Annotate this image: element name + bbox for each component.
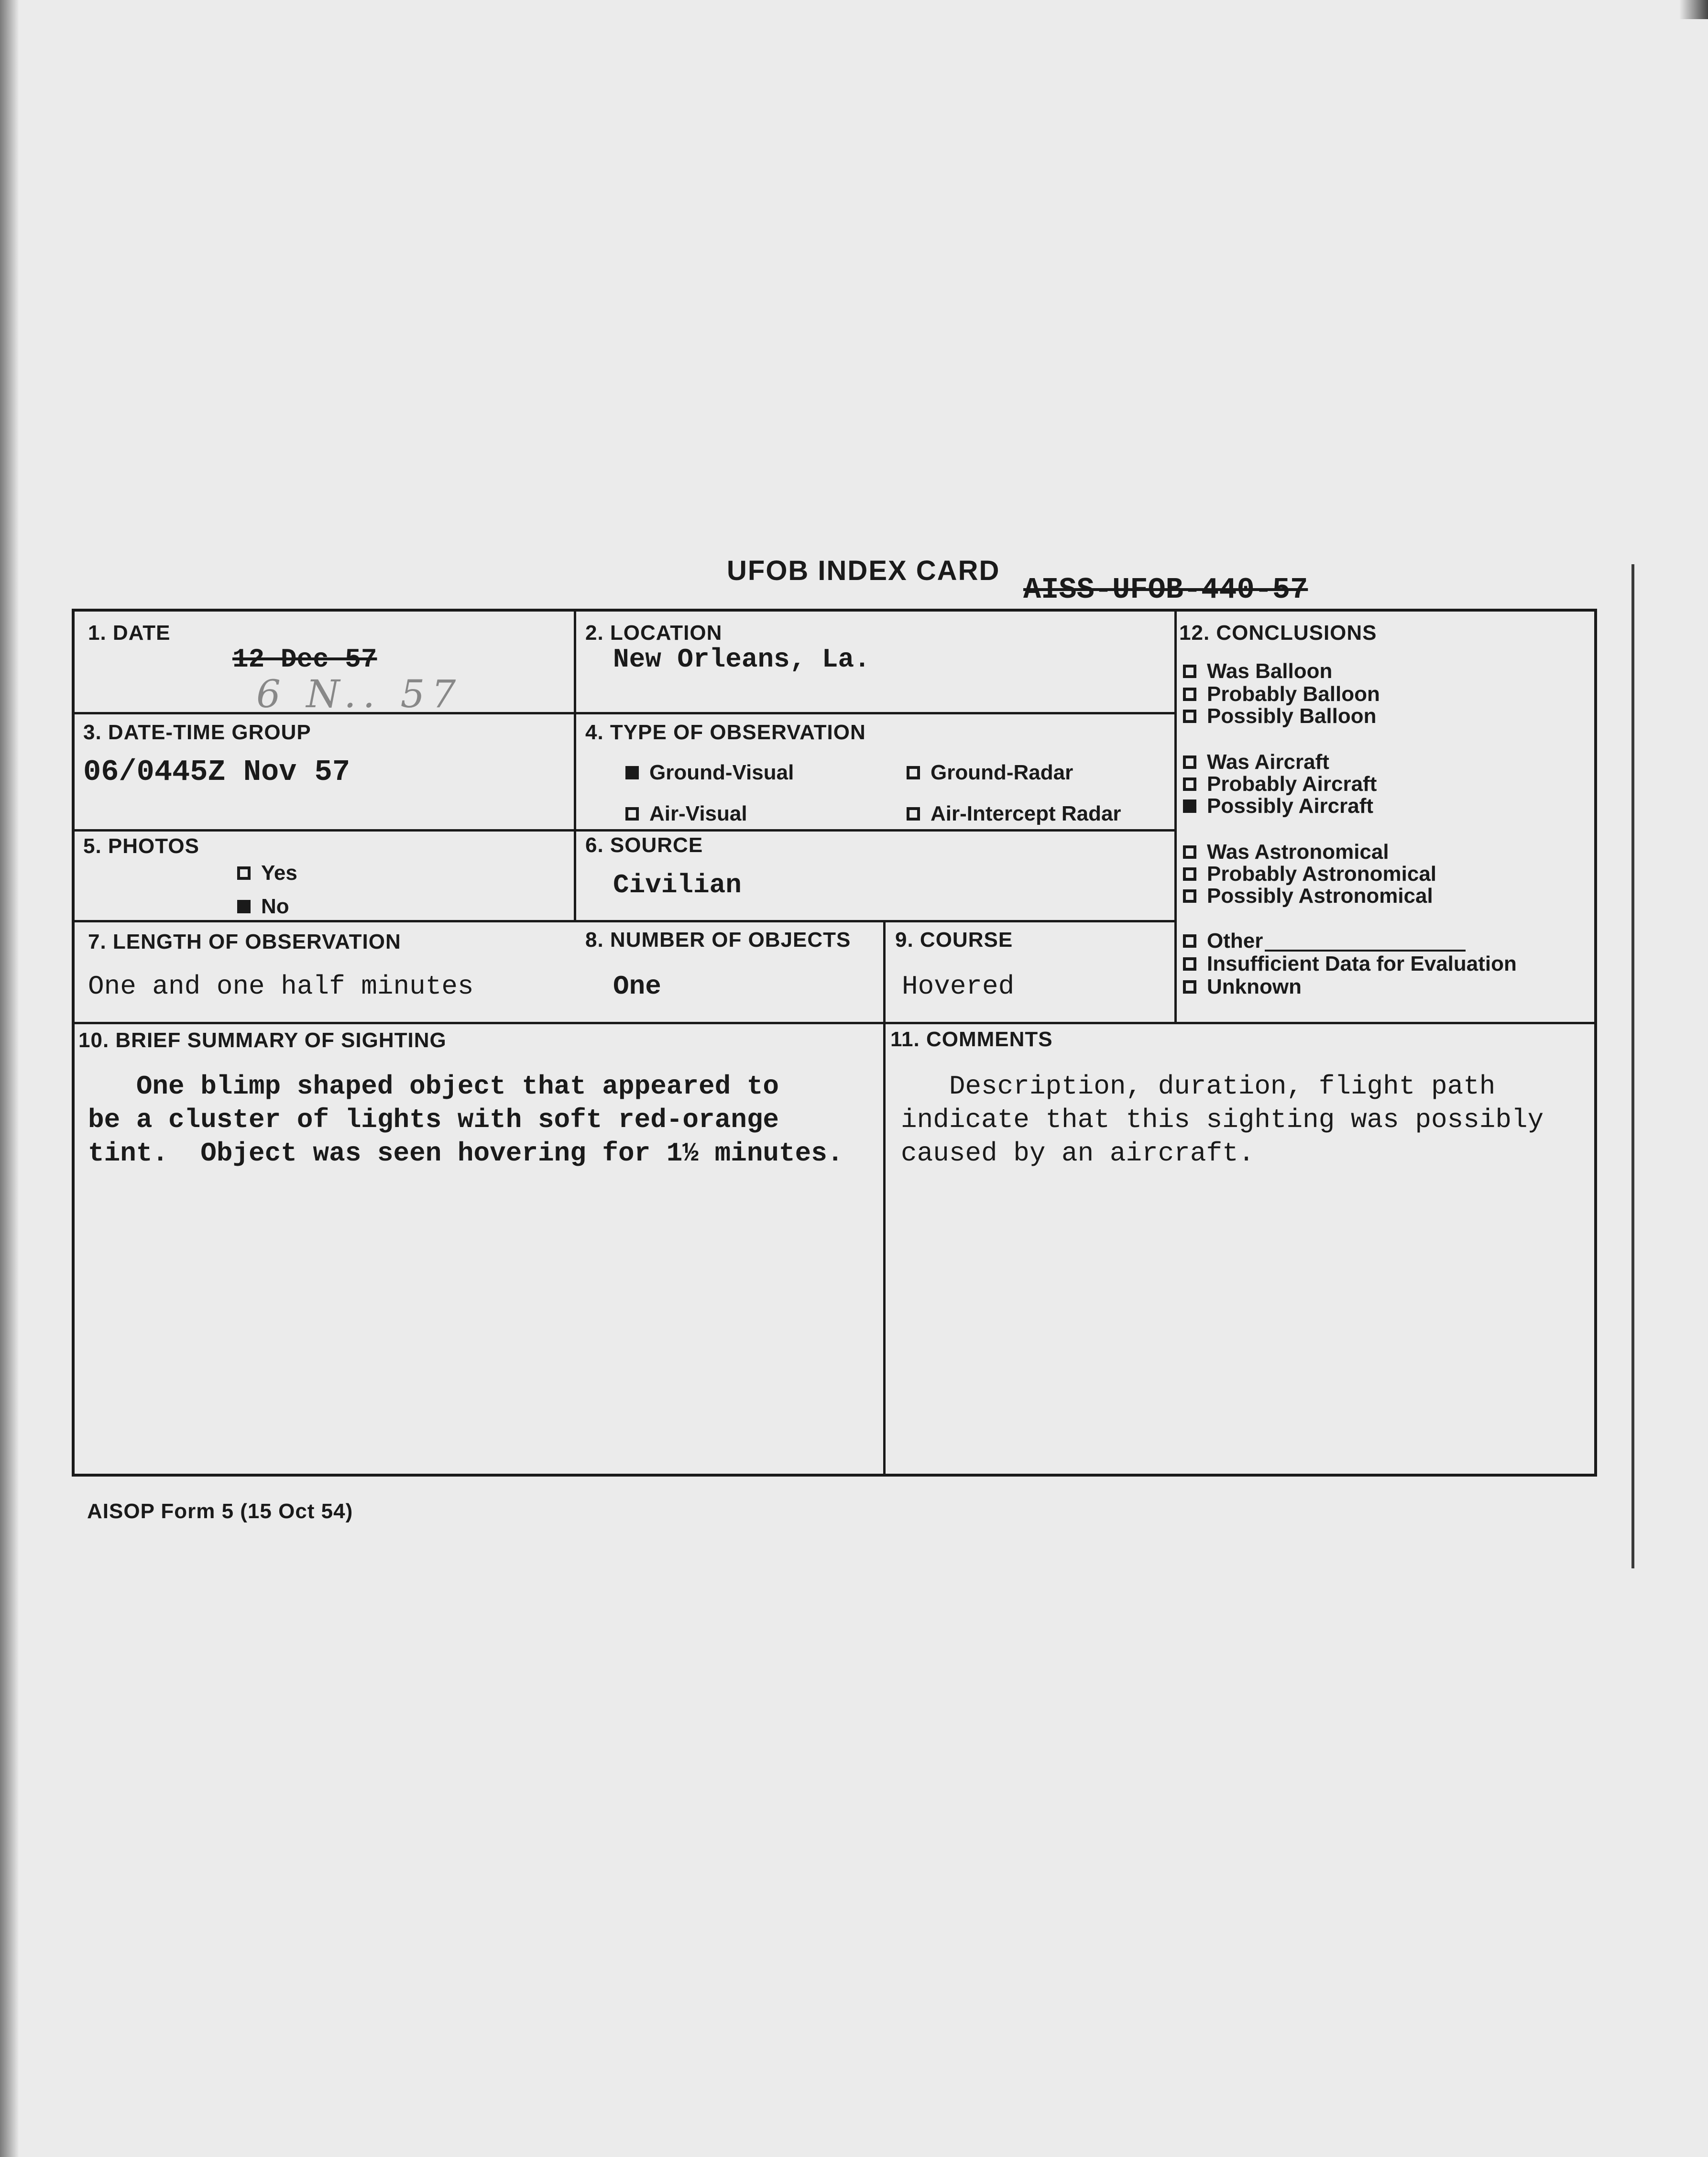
divider-row-location: [574, 712, 1174, 714]
conclusion-possibly-astronomical: [1183, 884, 1433, 908]
divider-col1: [574, 612, 576, 921]
conclusion-checkbox: [1183, 710, 1196, 723]
obs-option-label: Ground-Visual: [649, 761, 794, 784]
conclusion-label: Probably Aircraft: [1207, 772, 1377, 796]
divider-col-conclusions: [1174, 612, 1177, 1023]
conclusion-label: Unknown: [1207, 975, 1302, 998]
conclusion-was-astronomical: [1183, 840, 1389, 864]
conclusion-checkbox: [1183, 688, 1196, 701]
page-edge-shadow: [0, 0, 19, 2157]
conclusion-checkbox: [1183, 980, 1196, 994]
location-label: 2. LOCATION: [585, 621, 723, 645]
conclusion-unknown: [1183, 975, 1302, 999]
summary-line: One blimp shaped object that appeared to: [88, 1071, 779, 1102]
conclusion-checkbox: [1183, 755, 1196, 769]
photos-option-yes: [237, 861, 297, 885]
conclusions-label: 12. CONCLUSIONS: [1179, 621, 1377, 645]
card-id: [1023, 573, 1308, 607]
summary-text: [88, 1070, 843, 1170]
divider-row-dtg: [75, 829, 1174, 832]
course-label: 9. COURSE: [895, 928, 1013, 952]
conclusion-label: Was Astronomical: [1207, 840, 1389, 864]
other-fill-line: [1265, 931, 1466, 952]
card-right-edge: [1631, 564, 1634, 1568]
conclusion-checkbox: [1183, 845, 1196, 859]
photos-option-no: [237, 895, 289, 919]
conclusion-was-balloon: [1183, 659, 1332, 683]
photos-checkbox-yes: [237, 866, 251, 880]
conclusion-label: Probably Astronomical: [1207, 862, 1437, 886]
comments-label: 11. COMMENTS: [890, 1028, 1053, 1051]
conclusion-label: Possibly Aircraft: [1207, 794, 1374, 818]
source-value: Civilian: [613, 870, 742, 900]
number-objects-label: 8. NUMBER OF OBJECTS: [585, 928, 851, 952]
date-label: 1. DATE: [88, 621, 171, 645]
source-label: 6. SOURCE: [585, 833, 703, 857]
photos-option-label: Yes: [261, 861, 297, 885]
obs-option-ground-visual: [625, 761, 794, 785]
conclusion-possibly-balloon: [1183, 704, 1377, 728]
divider-row-photos: [75, 920, 1174, 922]
obs-checkbox-air-intercept-radar: [907, 807, 920, 821]
conclusion-label: Possibly Astronomical: [1207, 884, 1433, 908]
dtg-label: 3. DATE-TIME GROUP: [83, 721, 311, 744]
conclusion-insufficient-data: [1183, 952, 1517, 976]
page-corner-shadow: [1679, 0, 1708, 19]
summary-line: be a cluster of lights with soft red-orange: [88, 1105, 779, 1135]
conclusion-checkbox-checked: [1183, 799, 1196, 813]
length-label: 7. LENGTH OF OBSERVATION: [88, 930, 401, 953]
conclusion-probably-aircraft: [1183, 772, 1377, 796]
conclusion-label: Probably Balloon: [1207, 682, 1380, 706]
conclusion-checkbox: [1183, 957, 1196, 971]
conclusion-probably-balloon: [1183, 682, 1380, 706]
length-value: One and one half minutes: [88, 971, 474, 1002]
summary-label: 10. BRIEF SUMMARY OF SIGHTING: [78, 1029, 447, 1052]
location-value: New Orleans, La.: [613, 644, 870, 675]
conclusion-probably-astronomical: [1183, 862, 1436, 886]
obs-option-ground-radar: [907, 761, 1073, 785]
card-title: UFOB INDEX CARD: [727, 555, 1000, 586]
conclusion-checkbox: [1183, 867, 1196, 881]
divider-col8: [883, 922, 886, 1474]
comments-text: [901, 1070, 1544, 1170]
comments-line: indicate that this sighting was possibly: [901, 1105, 1544, 1135]
conclusion-label: Other: [1207, 929, 1263, 953]
obs-option-label: Air-Visual: [649, 802, 747, 825]
comments-line: Description, duration, flight path: [901, 1071, 1496, 1102]
form-footer: AISOP Form 5 (15 Oct 54): [87, 1500, 353, 1523]
obs-checkbox-ground-visual: [625, 766, 639, 779]
observation-type-label: 4. TYPE OF OBSERVATION: [585, 721, 866, 744]
conclusion-checkbox: [1183, 934, 1196, 948]
comments-line: caused by an aircraft.: [901, 1138, 1255, 1169]
photos-label: 5. PHOTOS: [83, 834, 199, 858]
conclusion-other: [1183, 929, 1466, 953]
conclusion-checkbox: [1183, 777, 1196, 791]
conclusion-checkbox: [1183, 889, 1196, 903]
obs-checkbox-air-visual: [625, 807, 639, 821]
obs-option-air-visual: [625, 802, 747, 826]
dtg-value: 06/0445Z Nov 57: [83, 755, 350, 789]
obs-option-label: Ground-Radar: [931, 761, 1073, 784]
index-card: [72, 609, 1597, 1477]
conclusion-checkbox: [1183, 665, 1196, 678]
summary-line: tint. Object was seen hovering for 1½ minutes.: [88, 1138, 843, 1169]
photos-checkbox-no: [237, 900, 251, 913]
divider-row-length: [75, 1022, 1595, 1024]
conclusion-label: Was Aircraft: [1207, 750, 1329, 774]
conclusion-label: Possibly Balloon: [1207, 704, 1377, 728]
date-handwritten: 6 N.. 57: [256, 672, 463, 716]
conclusion-possibly-aircraft: [1183, 794, 1373, 818]
obs-option-air-intercept-radar: [907, 802, 1121, 826]
number-objects-value: One: [613, 971, 661, 1002]
obs-checkbox-ground-radar: [907, 766, 920, 779]
card-id-text: AISS-UFOB-440-57: [1023, 573, 1308, 607]
conclusion-was-aircraft: [1183, 750, 1329, 774]
photos-option-label: No: [261, 895, 289, 918]
conclusion-label: Insufficient Data for Evaluation: [1207, 952, 1517, 975]
conclusion-label: Was Balloon: [1207, 659, 1333, 683]
date-value-struck: 12 Dec 57: [232, 644, 377, 675]
obs-option-label: Air-Intercept Radar: [931, 802, 1121, 825]
course-value: Hovered: [902, 971, 1015, 1002]
